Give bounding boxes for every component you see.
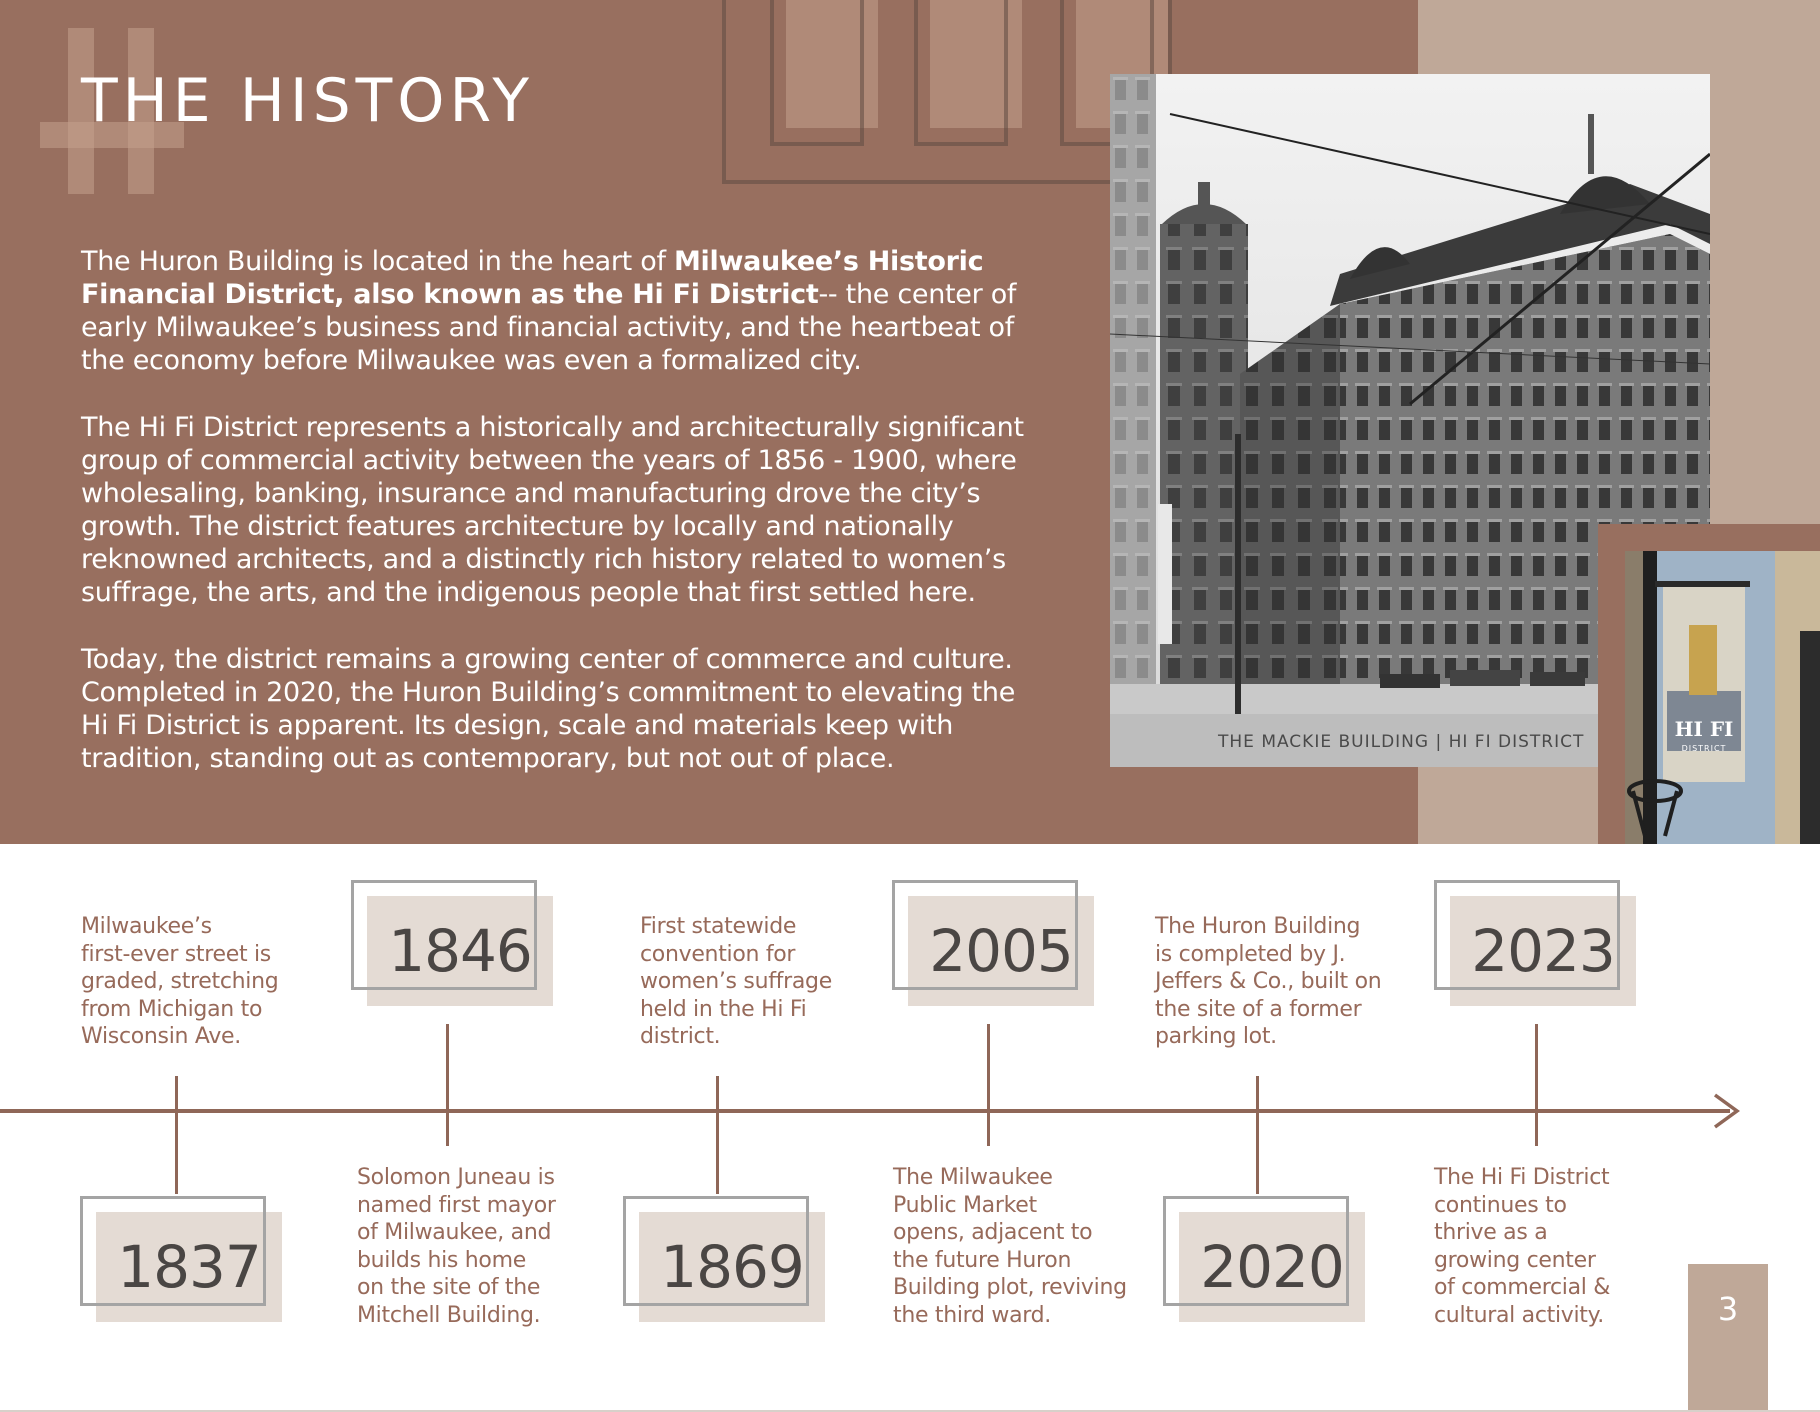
decorative-frame [914,0,1008,146]
timeline-year: 1869 [660,1233,804,1301]
intro-paragraph-3: Today, the district remains a growing center of commerce and culture. Completed in 2020, the Huron Building’s commitment to elevating the Hi Fi District is apparent. Its design, scale and materials keep with tradition, standing out as contemporary, but not out of place. [81,644,1016,774]
arrow-head-icon [1712,1093,1742,1129]
intro-text: The Huron Building is located in the heart of [81,246,674,277]
intro-paragraph-1 [81,245,1041,377]
intro-paragraph-2: The Hi Fi District represents a historically and architecturally significant group of commercial activity between the years of 1856 - 1900, where wholesaling, banking, insurance and manufacturing drove the city’s growth. The district features architecture by locally and nationally reknowned architects, and a distinctly rich history related to women’s suffrage, the arts, and the indigenous people that first settled here. [81,412,1024,608]
timeline-event-description: Milwaukee’s first-ever street is graded, stretching from Michigan to Wisconsin Ave. [81,914,279,1049]
page-number: 3 [1717,1290,1739,1328]
timeline-event-description: The Huron Building is completed by J. Jeffers & Co., built on the site of a former parking lot. [1155,914,1382,1049]
timeline-tick [716,1076,719,1194]
timeline-year-badge [80,1196,266,1306]
timeline-event-description: First statewide convention for women’s suffrage held in the Hi Fi district. [640,914,832,1049]
timeline-year-badge [1434,880,1620,990]
timeline-tick [1535,1024,1538,1146]
timeline-year: 1837 [117,1233,261,1301]
timeline-year: 2023 [1471,917,1615,985]
timeline-tick [1256,1076,1259,1194]
timeline-event-description: The Milwaukee Public Market opens, adjacent to the future Huron Building plot, reviving the third ward. [893,1165,1127,1328]
banner-subtext: DISTRICT [1681,744,1727,753]
timeline-axis [0,1109,1730,1113]
page-title: THE HISTORY [81,66,535,136]
timeline-year-badge [1163,1196,1349,1306]
banner-text: HI FI [1674,717,1734,741]
hifi-banner-photo [1625,551,1820,844]
timeline-tick [987,1024,990,1146]
timeline-tick [175,1076,178,1194]
timeline-year-badge [623,1196,809,1306]
timeline-event-description: The Hi Fi District continues to thrive as a growing center of commercial & cultural activity. [1434,1165,1611,1328]
timeline-event-description: Solomon Juneau is named first mayor of Milwaukee, and builds his home on the site of the Mitchell Building. [357,1165,556,1328]
page-number-tab [1688,1264,1768,1412]
decorative-frame [770,0,864,146]
timeline-year: 1846 [388,917,532,985]
timeline-year: 2020 [1200,1233,1344,1301]
banner-illustration [1625,551,1820,844]
timeline-year-badge [351,880,537,990]
timeline-year-badge [892,880,1078,990]
intro-highlight: Milwaukee’s Historic Financial District, also known as the Hi Fi District [81,246,984,310]
timeline-tick [446,1024,449,1146]
intro-text: -- the center of early Milwaukee’s business and financial activity, and the heartbeat of the economy before Milwaukee was even a formalized city. [81,279,1017,376]
photo-caption: THE MACKIE BUILDING | HI FI DISTRICT [1218,732,1585,752]
timeline-year: 2005 [929,917,1073,985]
